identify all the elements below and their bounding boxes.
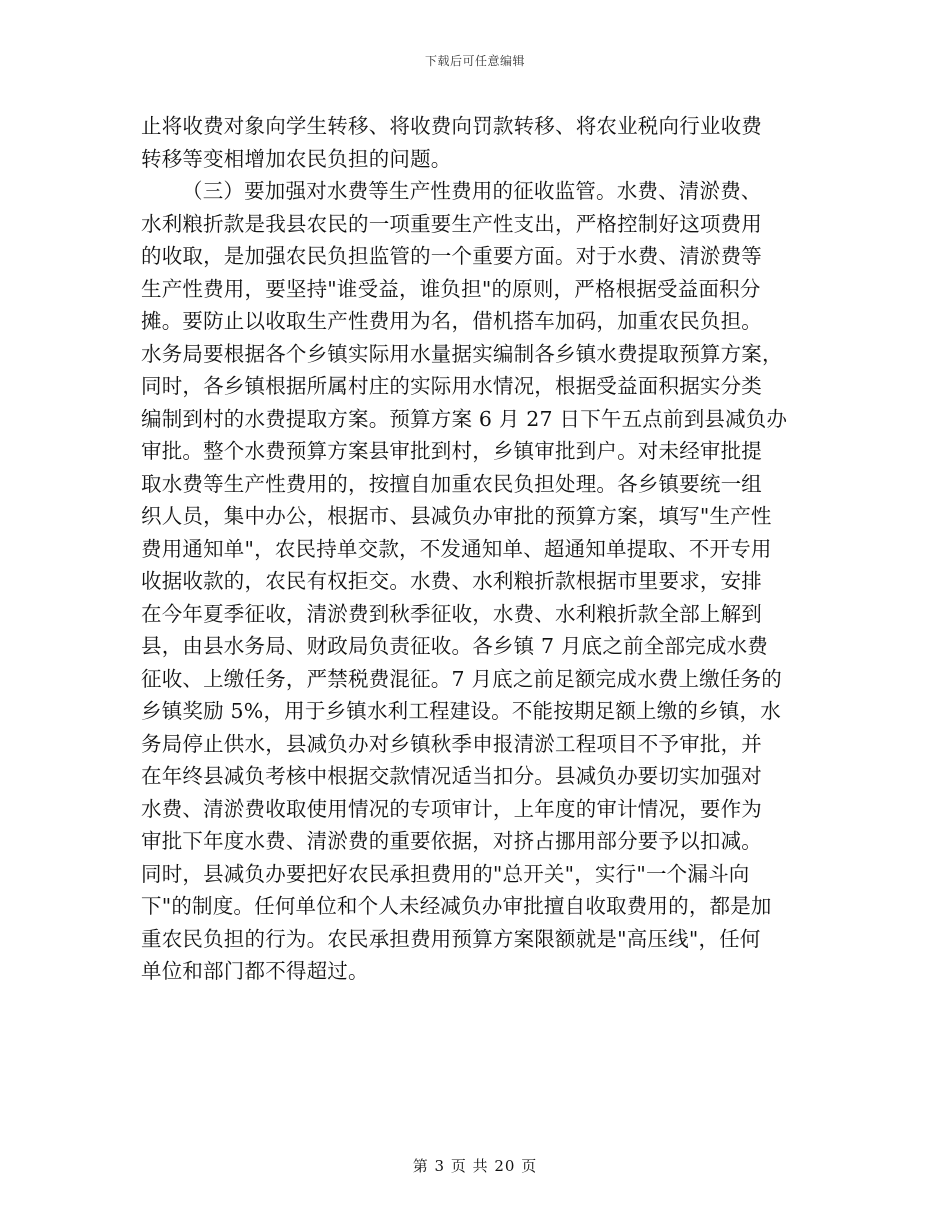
text-line: 务局停止供水，县减负办对乡镇秋季申报清淤工程项目不予审批，并 bbox=[141, 731, 762, 756]
text-line: 水费、清淤费收取使用情况的专项审计，上年度的审计情况，要作为 bbox=[141, 796, 762, 821]
text-line: 生产性费用，要坚持"谁受益，谁负担"的原则，严格根据受益面积分 bbox=[141, 276, 761, 301]
document-body bbox=[141, 110, 809, 988]
text-line: 编制到村的水费提取方案。预算方案 6 月 27 日下午五点前到县减负办 bbox=[141, 406, 788, 431]
text-line: 同时，各乡镇根据所属村庄的实际用水情况，根据受益面积据实分类 bbox=[141, 374, 762, 398]
text-line: 在今年夏季征收，清淤费到秋季征收，水费、水利粮折款全部上解到 bbox=[141, 601, 762, 626]
text-line: 摊。要防止以收取生产性费用为名，借机搭车加码，加重农民负担。 bbox=[141, 309, 762, 333]
text-line: 费用通知单"，农民持单交款，不发通知单、超通知单提取、不开专用 bbox=[141, 536, 772, 561]
text-line: 水利粮折款是我县农民的一项重要生产性支出，严格控制好这项费用 bbox=[141, 211, 762, 236]
text-line: 重农民负担的行为。农民承担费用预算方案限额就是"高压线"，任何 bbox=[141, 926, 761, 951]
text-line: 乡镇奖励 5%，用于乡镇水利工程建设。不能按期足额上缴的乡镇，水 bbox=[141, 699, 781, 723]
text-line: 单位和部门都不得超过。 bbox=[141, 959, 369, 983]
section-heading-line: （三）要加强对水费等生产性费用的征收监管。水费、清淤费、 bbox=[182, 179, 762, 203]
text-line: 止将收费对象向学生转移、将收费向罚款转移、将农业税向行业收费 bbox=[141, 114, 762, 138]
text-line: 水务局要根据各个乡镇实际用水量据实编制各乡镇水费提取预算方案， bbox=[141, 341, 783, 366]
page-header: 下载后可任意编辑 bbox=[424, 54, 525, 68]
text-line: 取水费等生产性费用的，按擅自加重农民负担处理。各乡镇要统一组 bbox=[141, 471, 762, 496]
page-number-footer: 第 3 页 共 20 页 bbox=[412, 1157, 538, 1175]
text-line: 征收、上缴任务，严禁税费混征。7 月底之前足额完成水费上缴任务的 bbox=[141, 666, 782, 691]
text-line: 县，由县水务局、财政局负责征收。各乡镇 7 月底之前全部完成水费 bbox=[141, 634, 768, 658]
text-line: 在年终县减负考核中根据交款情况适当扣分。县减负办要切实加强对 bbox=[141, 764, 762, 788]
text-line: 的收取，是加强农民负担监管的一个重要方面。对于水费、清淤费等 bbox=[141, 244, 762, 268]
text-line: 审批下年度水费、清淤费的重要依据，对挤占挪用部分要予以扣减。 bbox=[141, 829, 762, 853]
text-line: 同时，县减负办要把好农民承担费用的"总开关"，实行"一个漏斗向 bbox=[141, 861, 750, 886]
text-line: 下"的制度。任何单位和个人未经减负办审批擅自收取费用的，都是加 bbox=[141, 894, 772, 918]
text-line: 织人员，集中办公，根据市、县减负办审批的预算方案，填写"生产性 bbox=[141, 504, 772, 528]
text-line: 转移等变相增加农民负担的问题。 bbox=[141, 146, 452, 171]
text-line: 收据收款的，农民有权拒交。水费、水利粮折款根据市里要求，安排 bbox=[141, 569, 762, 593]
text-line: 审批。整个水费预算方案县审批到村，乡镇审批到户。对未经审批提 bbox=[141, 439, 762, 463]
